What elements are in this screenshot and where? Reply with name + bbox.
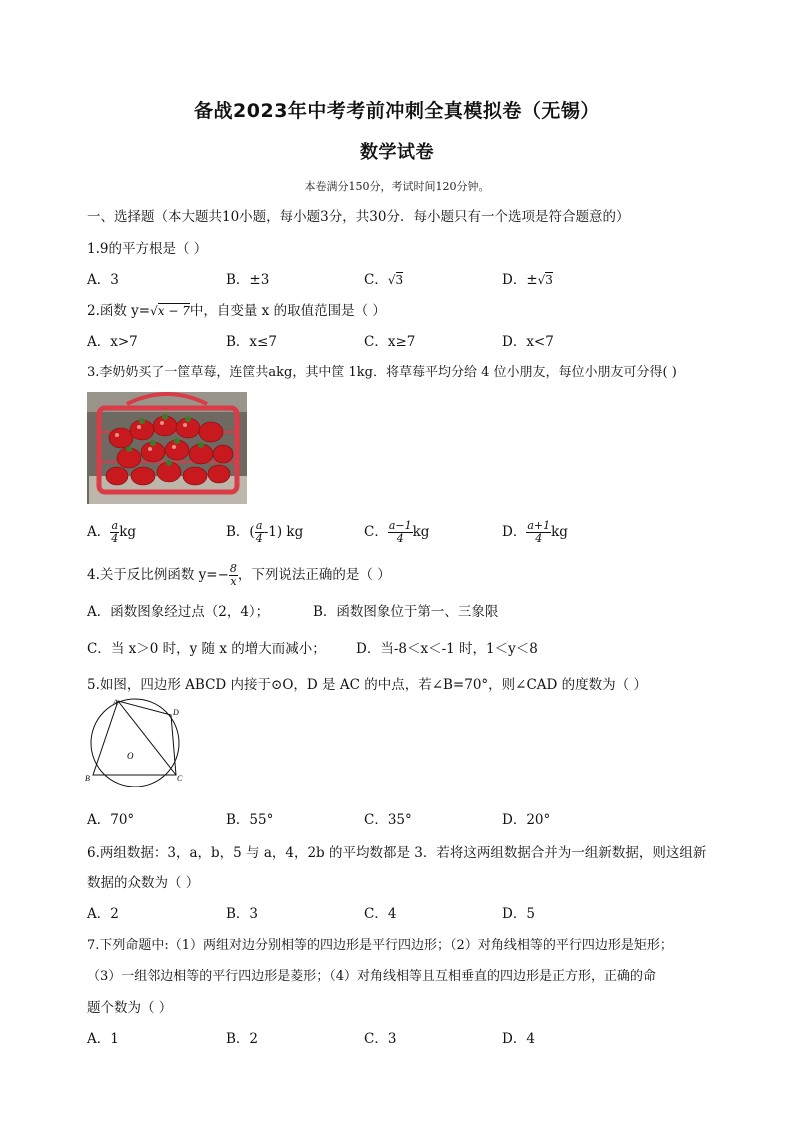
question-7-stem-line1: 7.下列命题中:（1）两组对边分别相等的四边形是平行四边形；（2）对角线相等的平行四边形是矩形； <box>87 938 673 953</box>
question-3-option-c: C． $\frac{a-1}{4}$ kg <box>364 519 430 545</box>
question-3-stem: 3.李奶奶买了一筐草莓，连筐共akg，其中筐 1kg．将草莓平均分给 4 位小朋友，每位小朋友可分得( ) <box>87 365 677 380</box>
question-7-option-c: C．3 <box>364 1031 397 1047</box>
exam-subtitle: 数学试卷 <box>360 142 434 163</box>
question-2-option-c: C．x≥7 <box>364 334 416 350</box>
question-7-option-d: D．4 <box>502 1031 535 1047</box>
question-6-option-c: C．4 <box>364 906 397 922</box>
question-6-stem-line1: 6.两组数据：3，a，b，5 与 a，4，2b 的平均数都是 3．若将这两组数据合并为一组新数据，则这组新 <box>87 845 707 861</box>
question-6-stem-line2: 数据的众数为（ ） <box>87 875 200 891</box>
question-2-option-d: D．x<7 <box>502 334 554 350</box>
circle-quadrilateral-figure <box>83 697 193 787</box>
question-4-option-b: B．函数图象位于第一、三象限 <box>313 604 499 620</box>
section-heading: 一、选择题（本大题共10小题，每小题3分，共30分．每小题只有一个选项是符合题意的） <box>87 209 630 225</box>
question-2-option-a: A．x>7 <box>87 334 138 350</box>
question-4-stem: 4.关于反比例函数 y=− $\frac{8}{x}$ ，下列说法正确的是（ ） <box>87 562 391 588</box>
question-7-stem-line2: （3）一组邻边相等的平行四边形是菱形；（4）对角线相等且互相垂直的四边形是正方形，正确的命 <box>87 969 657 984</box>
label-a: A <box>113 698 118 707</box>
question-3-option-d: D． $\frac{a+1}{4}$ kg <box>502 519 568 545</box>
question-7-stem-line3: 题个数为（ ） <box>87 1000 173 1016</box>
question-7-option-b: B．2 <box>226 1031 259 1047</box>
question-5-option-d: D．20° <box>502 812 551 828</box>
question-2-option-b: B．x≤7 <box>226 334 277 350</box>
question-1-option-a: A．3 <box>87 272 119 288</box>
question-2-stem: 2.函数 y=√x − 7中，自变量 x 的取值范围是（ ） <box>87 303 386 319</box>
question-1-option-c: C．√3 <box>364 272 404 288</box>
exam-note: 本卷满分150分，考试时间120分钟。 <box>304 180 490 193</box>
question-4-option-a: A．函数图象经过点（2，4）； <box>87 604 270 620</box>
question-1-option-d: D．±√3 <box>502 272 553 288</box>
question-5-option-c: C．35° <box>364 812 412 828</box>
strawberry-basket-photo <box>87 392 247 504</box>
question-3-option-b: B．( $\frac{a}{4}$ -1) kg <box>226 519 304 545</box>
question-3-option-a: A． $\frac{a}{4}$ kg <box>87 519 137 545</box>
label-o: O <box>127 751 134 761</box>
question-5-stem: 5.如图，四边形 ABCD 内接于⊙O，D 是 AC 的中点，若∠B=70°，则∠CAD 的度数为（ ） <box>87 677 647 693</box>
question-5-option-b: B．55° <box>226 812 274 828</box>
question-1-stem: 1.9的平方根是（ ） <box>87 241 208 257</box>
question-4-option-d: D．当-8＜x＜-1 时，1＜y＜8 <box>356 641 538 657</box>
label-b: B <box>85 774 90 783</box>
exam-title: 备战2023年中考考前冲刺全真模拟卷（无锡） <box>194 100 600 122</box>
label-d: D <box>173 708 179 717</box>
question-6-option-b: B．3 <box>226 906 259 922</box>
question-5-option-a: A．70° <box>87 812 135 828</box>
question-6-option-d: D．5 <box>502 906 535 922</box>
question-4-option-c: C．当 x＞0 时，y 随 x 的增大而减小； <box>87 641 326 657</box>
question-7-option-a: A．1 <box>87 1031 119 1047</box>
question-6-option-a: A．2 <box>87 906 119 922</box>
label-c: C <box>177 774 183 783</box>
question-1-option-b: B．±3 <box>226 272 270 288</box>
